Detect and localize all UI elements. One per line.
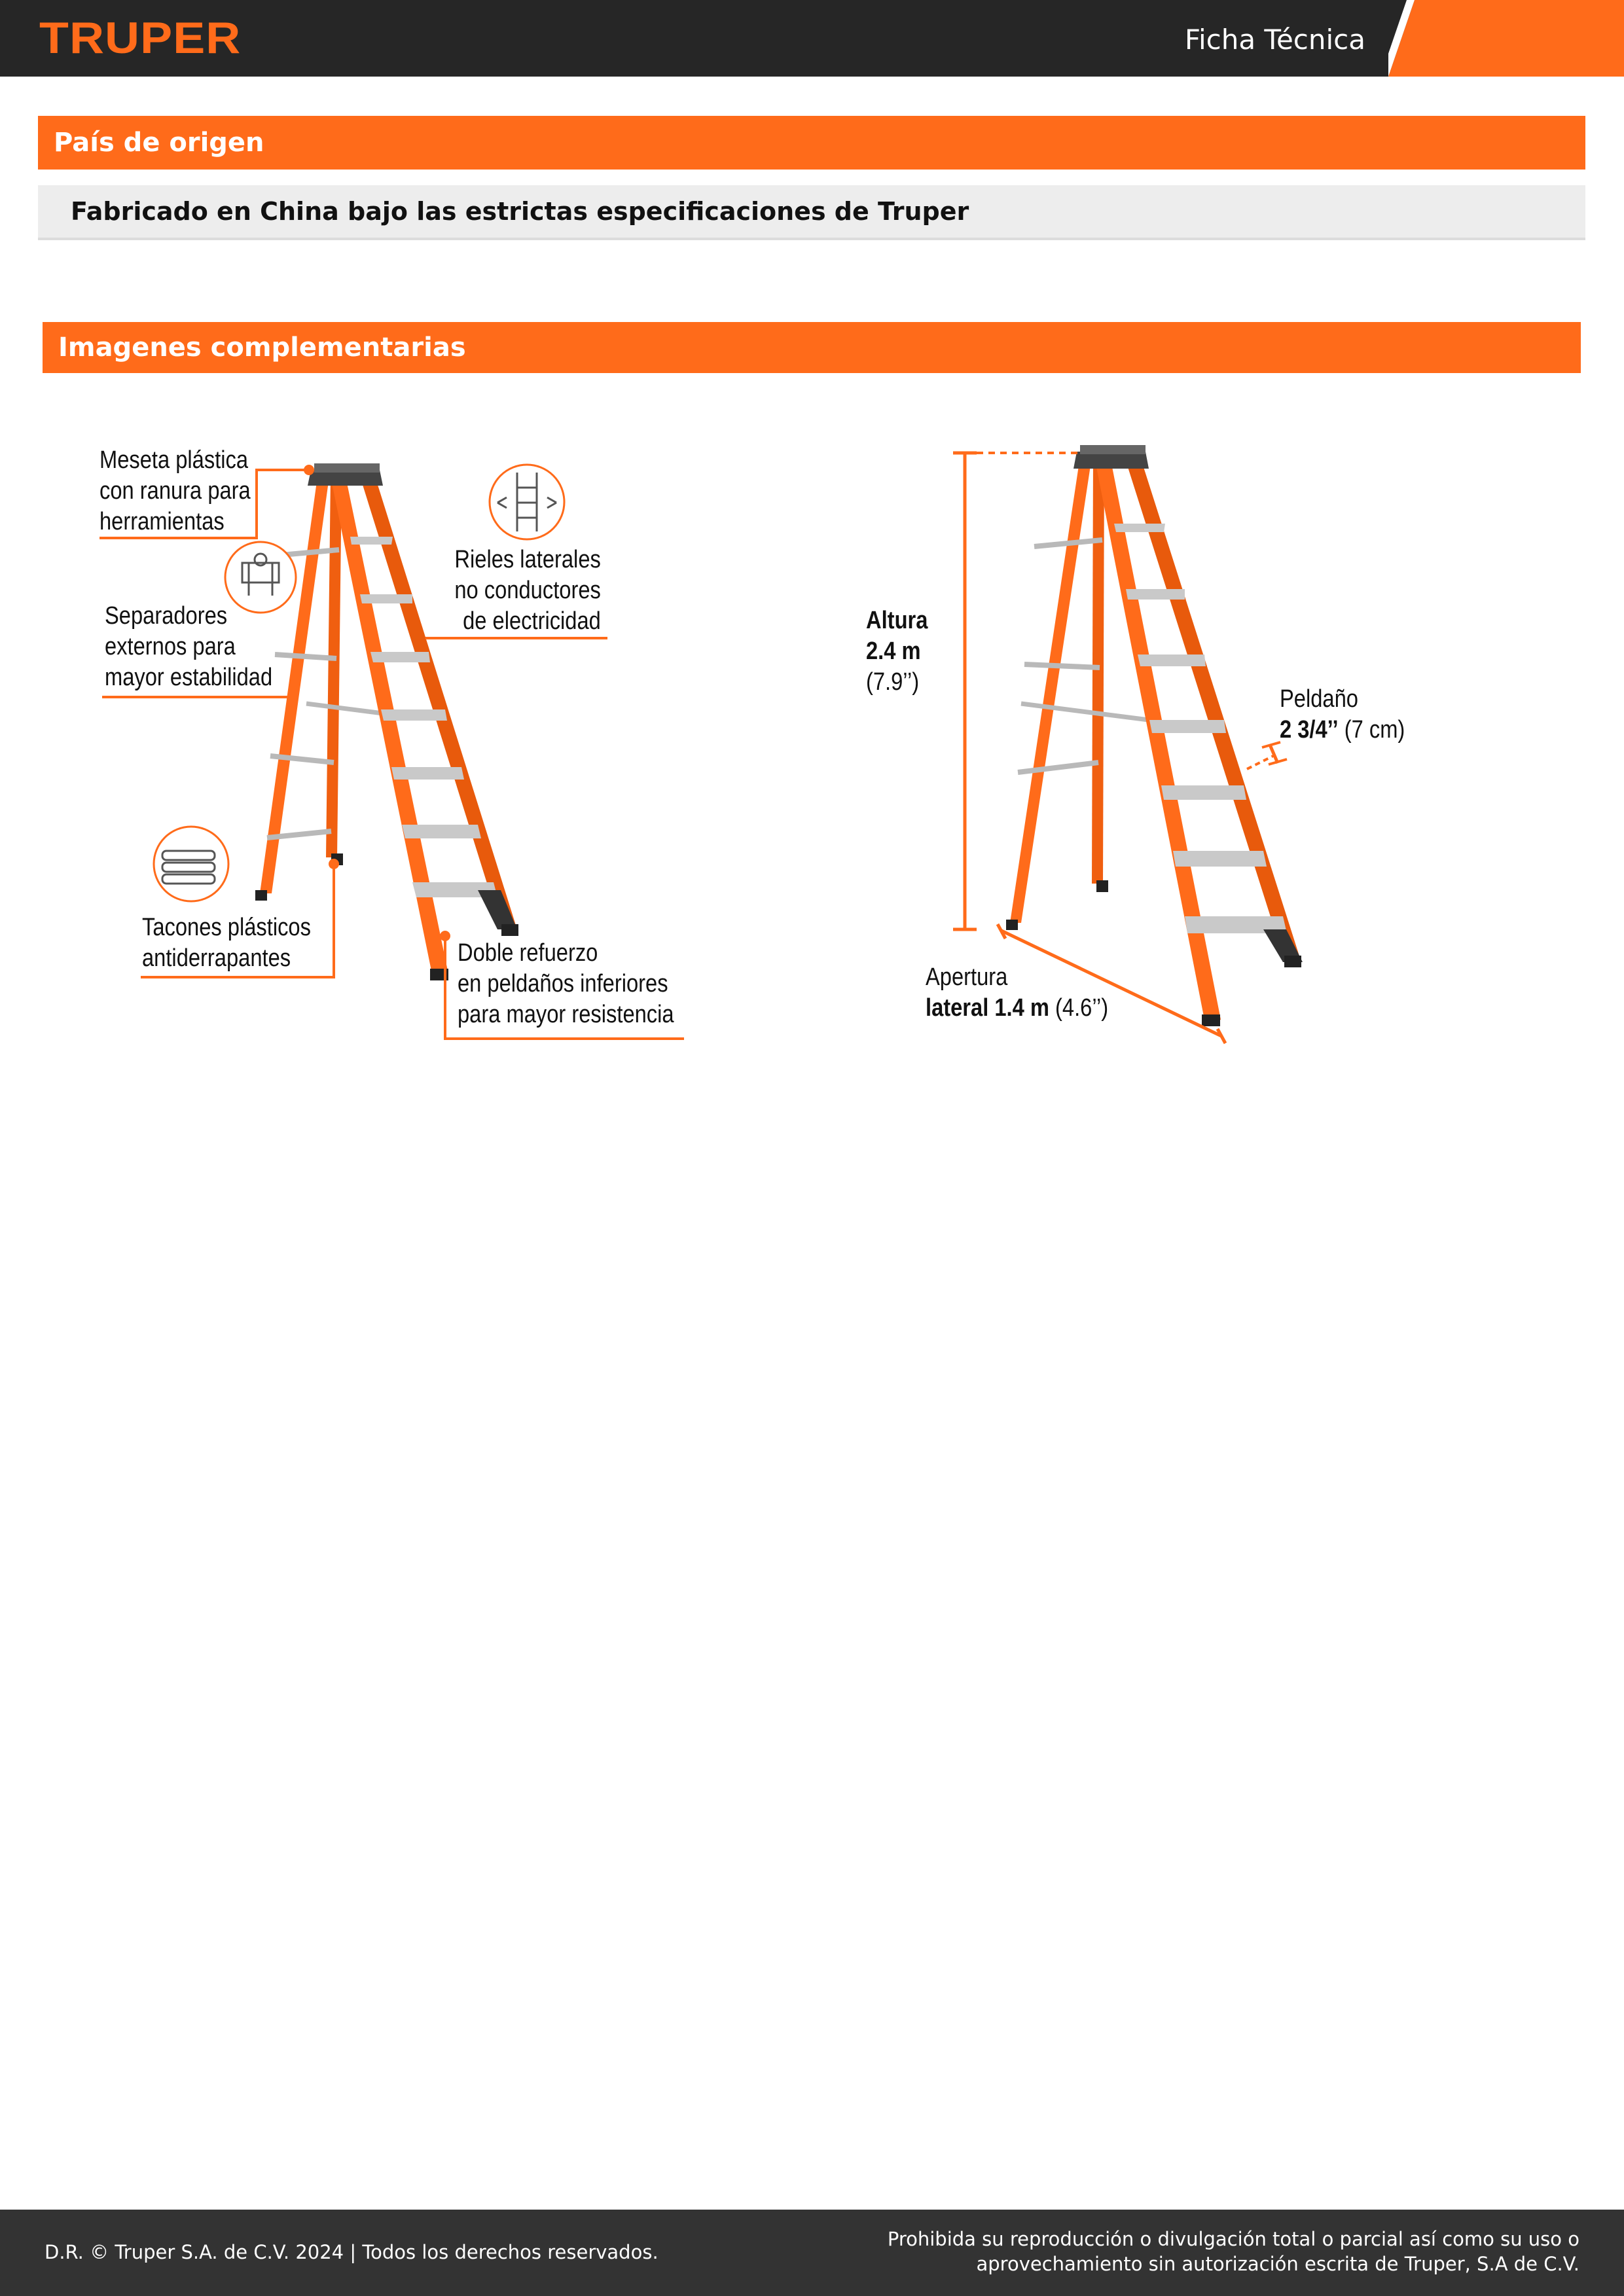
page-header bbox=[0, 0, 1624, 77]
header-accent-stripe bbox=[1388, 0, 1624, 77]
truper-logo: TRUPER bbox=[39, 13, 242, 63]
rubber-feet-icon bbox=[154, 827, 228, 901]
copyright-text: D.R. © Truper S.A. de C.V. 2024 | Todos los derechos reservados. bbox=[45, 2241, 659, 2263]
origin-text: Fabricado en China bajo las estrictas especificaciones de Truper bbox=[38, 185, 1585, 240]
ladder-rail-icon bbox=[490, 465, 564, 539]
section-title-images: Imagenes complementarias bbox=[43, 322, 1581, 373]
legal-notice: Prohibida su reproducción o divulgación total o parcial así como su uso o aprovechamiento sin autorización escrita de Truper, S.A de C.V. bbox=[887, 2228, 1579, 2275]
section-title-origin: País de origen bbox=[38, 116, 1585, 170]
page-footer bbox=[0, 2210, 1624, 2296]
dimension-peldano: Peldaño 2 3/4’’ (7 cm) bbox=[1280, 685, 1405, 744]
callout-meseta: Meseta plástica con ranura para herramientas bbox=[99, 446, 251, 535]
dimension-apertura: Apertura lateral 1.4 m (4.6’’) bbox=[926, 963, 1109, 1022]
callout-rieles: Rieles laterales no conductores de electricidad bbox=[454, 546, 601, 635]
header-title: Ficha Técnica bbox=[1184, 24, 1365, 56]
dimension-altura: Altura 2.4 m (7.9’’) bbox=[866, 607, 928, 696]
callout-tacones: Tacones plásticos antiderrapantes bbox=[142, 914, 311, 972]
callout-refuerzo: Doble refuerzo en peldaños inferiores para mayor resistencia bbox=[458, 939, 674, 1028]
callout-separadores: Separadores externos para mayor estabilidad bbox=[105, 602, 273, 691]
